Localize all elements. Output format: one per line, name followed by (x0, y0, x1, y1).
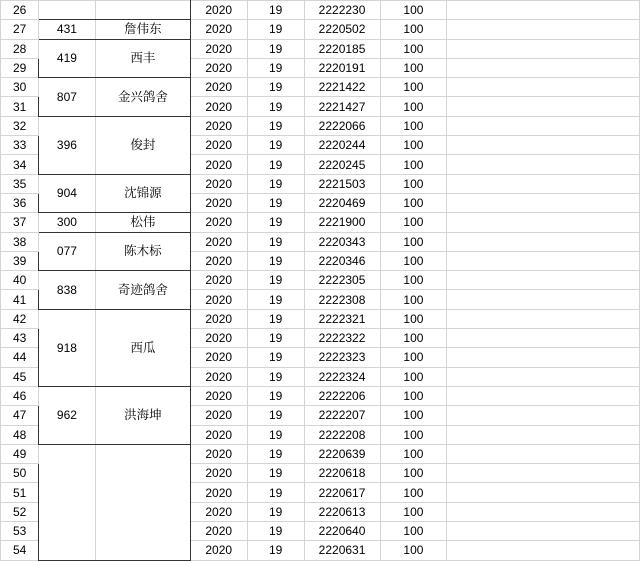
loft-number-cell[interactable]: 431 (38, 20, 95, 39)
row-index-cell[interactable]: 43 (1, 329, 39, 348)
table-row (1, 39, 640, 58)
row-index-cell[interactable]: 35 (1, 174, 39, 193)
value-19-cell[interactable]: 19 (247, 271, 304, 290)
value-19-cell[interactable]: 19 (247, 367, 304, 386)
value-19-cell[interactable]: 19 (247, 213, 304, 232)
row-index-cell[interactable]: 27 (1, 20, 39, 39)
score-cell[interactable]: 100 (380, 251, 447, 270)
score-cell[interactable]: 100 (380, 309, 447, 328)
row-index-cell[interactable]: 48 (1, 425, 39, 444)
table-row (1, 78, 640, 97)
value-19-cell[interactable]: 19 (247, 97, 304, 116)
empty-cell[interactable] (447, 174, 640, 193)
table-row (1, 386, 640, 405)
value-19-cell[interactable]: 19 (247, 425, 304, 444)
owner-name-cell[interactable]: 陈木标 (95, 232, 190, 271)
year-cell[interactable]: 2020 (190, 58, 247, 77)
ring-number-cell[interactable]: 2220640 (304, 522, 380, 541)
score-cell[interactable]: 100 (380, 406, 447, 425)
owner-name-cell[interactable]: 金兴鸽舍 (95, 78, 190, 117)
score-cell[interactable]: 100 (380, 155, 447, 174)
table-row (1, 271, 640, 290)
owner-name-cell[interactable]: 詹伟东 (95, 20, 190, 39)
empty-cell[interactable] (447, 271, 640, 290)
ring-number-cell[interactable]: 2222066 (304, 116, 380, 135)
loft-number-cell[interactable]: 300 (38, 213, 95, 232)
score-cell[interactable]: 100 (380, 20, 447, 39)
year-cell[interactable]: 2020 (190, 251, 247, 270)
year-cell[interactable]: 2020 (190, 193, 247, 212)
score-cell[interactable]: 100 (380, 348, 447, 367)
score-cell[interactable]: 100 (380, 444, 447, 463)
ring-number-cell[interactable]: 2220185 (304, 39, 380, 58)
empty-cell[interactable] (447, 1, 640, 20)
year-cell[interactable]: 2020 (190, 541, 247, 560)
score-cell[interactable]: 100 (380, 502, 447, 521)
year-cell[interactable]: 2020 (190, 78, 247, 97)
ring-number-cell[interactable]: 2221900 (304, 213, 380, 232)
empty-cell[interactable] (447, 290, 640, 309)
ring-number-cell[interactable]: 2222321 (304, 309, 380, 328)
ring-number-cell[interactable]: 2220346 (304, 251, 380, 270)
loft-number-cell[interactable] (38, 1, 95, 20)
value-19-cell[interactable]: 19 (247, 58, 304, 77)
score-cell[interactable]: 100 (380, 193, 447, 212)
empty-cell[interactable] (447, 232, 640, 251)
ring-number-cell[interactable]: 2222208 (304, 425, 380, 444)
ring-number-cell[interactable]: 2222207 (304, 406, 380, 425)
empty-cell[interactable] (447, 406, 640, 425)
empty-cell[interactable] (447, 483, 640, 502)
value-19-cell[interactable]: 19 (247, 483, 304, 502)
ring-number-cell[interactable]: 2222308 (304, 290, 380, 309)
loft-number-cell[interactable] (38, 444, 95, 560)
score-cell[interactable]: 100 (380, 425, 447, 444)
row-index-cell[interactable]: 49 (1, 444, 39, 463)
empty-cell[interactable] (447, 502, 640, 521)
table-row (1, 444, 640, 463)
empty-cell[interactable] (447, 136, 640, 155)
row-index-cell[interactable]: 29 (1, 58, 39, 77)
year-cell[interactable]: 2020 (190, 406, 247, 425)
score-cell[interactable]: 100 (380, 367, 447, 386)
row-index-cell[interactable]: 34 (1, 155, 39, 174)
ring-number-cell[interactable]: 2222324 (304, 367, 380, 386)
row-index-cell[interactable]: 51 (1, 483, 39, 502)
year-cell[interactable]: 2020 (190, 213, 247, 232)
value-19-cell[interactable]: 19 (247, 251, 304, 270)
score-cell[interactable]: 100 (380, 97, 447, 116)
row-index-cell[interactable]: 31 (1, 97, 39, 116)
year-cell[interactable]: 2020 (190, 309, 247, 328)
value-19-cell[interactable]: 19 (247, 174, 304, 193)
table-row (1, 232, 640, 251)
table-row (1, 309, 640, 328)
ring-number-cell[interactable]: 2221427 (304, 97, 380, 116)
ring-number-cell[interactable]: 2222206 (304, 386, 380, 405)
owner-name-cell[interactable]: 西瓜 (95, 309, 190, 386)
empty-cell[interactable] (447, 329, 640, 348)
value-19-cell[interactable]: 19 (247, 155, 304, 174)
year-cell[interactable]: 2020 (190, 116, 247, 135)
loft-number-cell[interactable]: 904 (38, 174, 95, 213)
row-index-cell[interactable]: 47 (1, 406, 39, 425)
value-19-cell[interactable]: 19 (247, 502, 304, 521)
row-index-cell[interactable]: 38 (1, 232, 39, 251)
row-index-cell[interactable]: 41 (1, 290, 39, 309)
ring-number-cell[interactable]: 2221422 (304, 78, 380, 97)
ring-number-cell[interactable]: 2220244 (304, 136, 380, 155)
empty-cell[interactable] (447, 464, 640, 483)
row-index-cell[interactable]: 44 (1, 348, 39, 367)
row-index-cell[interactable]: 54 (1, 541, 39, 560)
table-body (1, 1, 640, 561)
year-cell[interactable]: 2020 (190, 502, 247, 521)
year-cell[interactable]: 2020 (190, 290, 247, 309)
empty-cell[interactable] (447, 39, 640, 58)
row-index-cell[interactable]: 33 (1, 136, 39, 155)
score-cell[interactable]: 100 (380, 58, 447, 77)
ring-number-cell[interactable]: 2222230 (304, 1, 380, 20)
row-index-cell[interactable]: 53 (1, 522, 39, 541)
row-index-cell[interactable]: 39 (1, 251, 39, 270)
year-cell[interactable]: 2020 (190, 522, 247, 541)
value-19-cell[interactable]: 19 (247, 444, 304, 463)
empty-cell[interactable] (447, 309, 640, 328)
score-cell[interactable]: 100 (380, 522, 447, 541)
ring-number-cell[interactable]: 2222305 (304, 271, 380, 290)
row-index-cell[interactable]: 42 (1, 309, 39, 328)
row-index-cell[interactable]: 36 (1, 193, 39, 212)
year-cell[interactable]: 2020 (190, 271, 247, 290)
empty-cell[interactable] (447, 367, 640, 386)
year-cell[interactable]: 2020 (190, 367, 247, 386)
value-19-cell[interactable]: 19 (247, 541, 304, 560)
ring-number-cell[interactable]: 2220502 (304, 20, 380, 39)
row-index-cell[interactable]: 37 (1, 213, 39, 232)
year-cell[interactable]: 2020 (190, 136, 247, 155)
value-19-cell[interactable]: 19 (247, 136, 304, 155)
table-row (1, 116, 640, 135)
value-19-cell[interactable]: 19 (247, 290, 304, 309)
loft-number-cell[interactable]: 419 (38, 39, 95, 78)
year-cell[interactable]: 2020 (190, 444, 247, 463)
value-19-cell[interactable]: 19 (247, 386, 304, 405)
empty-cell[interactable] (447, 116, 640, 135)
year-cell[interactable]: 2020 (190, 348, 247, 367)
owner-name-cell[interactable]: 洪海坤 (95, 386, 190, 444)
year-cell[interactable]: 2020 (190, 232, 247, 251)
ring-number-cell[interactable]: 2220639 (304, 444, 380, 463)
year-cell[interactable]: 2020 (190, 386, 247, 405)
loft-number-cell[interactable]: 396 (38, 116, 95, 174)
year-cell[interactable]: 2020 (190, 20, 247, 39)
empty-cell[interactable] (447, 78, 640, 97)
score-cell[interactable]: 100 (380, 1, 447, 20)
value-19-cell[interactable]: 19 (247, 464, 304, 483)
score-cell[interactable]: 100 (380, 329, 447, 348)
loft-number-cell[interactable]: 918 (38, 309, 95, 386)
table-row (1, 213, 640, 232)
value-19-cell[interactable]: 19 (247, 329, 304, 348)
score-cell[interactable]: 100 (380, 174, 447, 193)
score-cell[interactable]: 100 (380, 541, 447, 560)
value-19-cell[interactable]: 19 (247, 39, 304, 58)
ring-number-cell[interactable]: 2222322 (304, 329, 380, 348)
empty-cell[interactable] (447, 213, 640, 232)
empty-cell[interactable] (447, 348, 640, 367)
empty-cell[interactable] (447, 193, 640, 212)
score-cell[interactable]: 100 (380, 386, 447, 405)
owner-name-cell[interactable]: 松伟 (95, 213, 190, 232)
empty-cell[interactable] (447, 97, 640, 116)
owner-name-cell[interactable]: 沈锦源 (95, 174, 190, 213)
empty-cell[interactable] (447, 58, 640, 77)
table-row (1, 20, 640, 39)
table-row (1, 174, 640, 193)
table-row (1, 1, 640, 20)
row-index-cell[interactable]: 32 (1, 116, 39, 135)
value-19-cell[interactable]: 19 (247, 193, 304, 212)
empty-cell[interactable] (447, 155, 640, 174)
ring-number-cell[interactable]: 2221503 (304, 174, 380, 193)
year-cell[interactable]: 2020 (190, 464, 247, 483)
value-19-cell[interactable]: 19 (247, 348, 304, 367)
row-index-cell[interactable]: 26 (1, 1, 39, 20)
ring-number-cell[interactable]: 2222323 (304, 348, 380, 367)
ring-number-cell[interactable]: 2220618 (304, 464, 380, 483)
empty-cell[interactable] (447, 386, 640, 405)
empty-cell[interactable] (447, 20, 640, 39)
value-19-cell[interactable]: 19 (247, 78, 304, 97)
row-index-cell[interactable]: 50 (1, 464, 39, 483)
score-cell[interactable]: 100 (380, 213, 447, 232)
owner-name-cell[interactable]: 俊封 (95, 116, 190, 174)
value-19-cell[interactable]: 19 (247, 406, 304, 425)
score-cell[interactable]: 100 (380, 116, 447, 135)
value-19-cell[interactable]: 19 (247, 522, 304, 541)
ring-number-cell[interactable]: 2220245 (304, 155, 380, 174)
value-19-cell[interactable]: 19 (247, 309, 304, 328)
year-cell[interactable]: 2020 (190, 174, 247, 193)
score-cell[interactable]: 100 (380, 136, 447, 155)
year-cell[interactable]: 2020 (190, 39, 247, 58)
ring-number-cell[interactable]: 2220191 (304, 58, 380, 77)
value-19-cell[interactable]: 19 (247, 20, 304, 39)
value-19-cell[interactable]: 19 (247, 1, 304, 20)
score-cell[interactable]: 100 (380, 464, 447, 483)
owner-name-cell[interactable]: 奇迹鸽舍 (95, 271, 190, 310)
year-cell[interactable]: 2020 (190, 425, 247, 444)
year-cell[interactable]: 2020 (190, 329, 247, 348)
year-cell[interactable]: 2020 (190, 483, 247, 502)
empty-cell[interactable] (447, 425, 640, 444)
loft-number-cell[interactable]: 838 (38, 271, 95, 310)
row-index-cell[interactable]: 28 (1, 39, 39, 58)
score-cell[interactable]: 100 (380, 232, 447, 251)
score-cell[interactable]: 100 (380, 39, 447, 58)
year-cell[interactable]: 2020 (190, 1, 247, 20)
score-cell[interactable]: 100 (380, 483, 447, 502)
year-cell[interactable]: 2020 (190, 97, 247, 116)
empty-cell[interactable] (447, 444, 640, 463)
empty-cell[interactable] (447, 522, 640, 541)
loft-number-cell[interactable]: 807 (38, 78, 95, 117)
ring-number-cell[interactable]: 2220631 (304, 541, 380, 560)
year-cell[interactable]: 2020 (190, 155, 247, 174)
empty-cell[interactable] (447, 251, 640, 270)
row-index-cell[interactable]: 46 (1, 386, 39, 405)
owner-name-cell[interactable] (95, 444, 190, 560)
value-19-cell[interactable]: 19 (247, 116, 304, 135)
row-index-cell[interactable]: 45 (1, 367, 39, 386)
score-cell[interactable]: 100 (380, 271, 447, 290)
ring-number-cell[interactable]: 2220617 (304, 483, 380, 502)
owner-name-cell[interactable] (95, 1, 190, 20)
score-cell[interactable]: 100 (380, 290, 447, 309)
ring-number-cell[interactable]: 2220469 (304, 193, 380, 212)
loft-number-cell[interactable]: 962 (38, 386, 95, 444)
value-19-cell[interactable]: 19 (247, 232, 304, 251)
score-cell[interactable]: 100 (380, 78, 447, 97)
ring-number-cell[interactable]: 2220613 (304, 502, 380, 521)
owner-name-cell[interactable]: 西丰 (95, 39, 190, 78)
row-index-cell[interactable]: 40 (1, 271, 39, 290)
empty-cell[interactable] (447, 541, 640, 560)
row-index-cell[interactable]: 30 (1, 78, 39, 97)
loft-number-cell[interactable]: 077 (38, 232, 95, 271)
ring-number-cell[interactable]: 2220343 (304, 232, 380, 251)
row-index-cell[interactable]: 52 (1, 502, 39, 521)
